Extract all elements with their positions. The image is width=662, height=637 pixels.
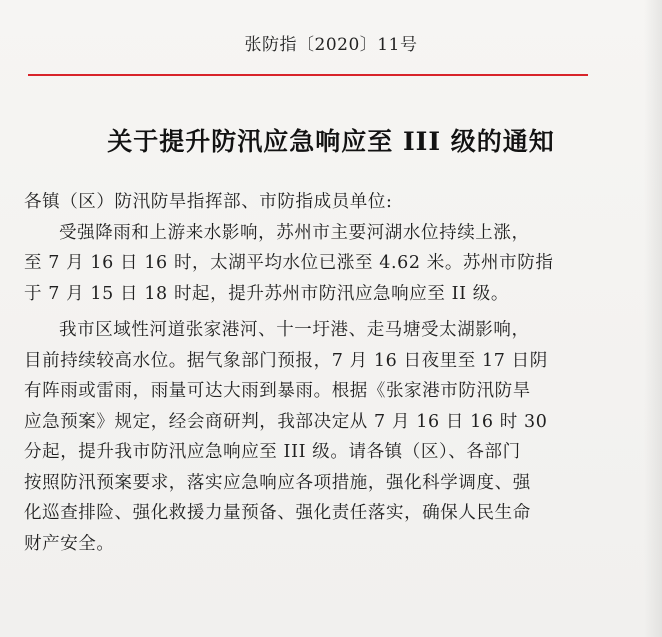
paragraph-2-line: 财产安全。	[24, 533, 115, 554]
paragraph-2-line: 有阵雨或雷雨，雨量可达大雨到暴雨。根据《张家港市防汛防旱	[24, 381, 531, 401]
paragraph-2-line: 化巡查排险、强化救援力量预备、强化责任落实，确保人民生命	[24, 503, 531, 523]
paragraph-2-line: 应急预案》规定，经会商研判，我部决定从 7 月 16 日 16 时 30	[24, 411, 548, 432]
salutation	[24, 187, 628, 218]
paragraph-2-line: 目前持续较高水位。据气象部门预报，7 月 16 日夜里至 17 日阴	[24, 350, 548, 371]
paragraph-2-line: 我市区域性河道张家港河、十一圩港、走马塘受太湖影响，	[59, 320, 530, 340]
page-edge-shadow	[644, 0, 662, 637]
paragraph-2	[24, 315, 628, 559]
paragraph-2-line: 按照防汛预案要求，落实应急响应各项措施，强化科学调度、强	[24, 472, 531, 493]
document-number: 张防指〔2020〕11号	[244, 35, 418, 55]
paragraph-1	[24, 218, 628, 310]
document-title: 关于提升防汛应急响应至 III 级的通知	[107, 127, 555, 156]
paragraph-2-line: 分起，提升我市防汛应急响应至 III 级。请各镇（区）、各部门	[24, 442, 521, 462]
document-body	[24, 187, 628, 559]
paragraph-1-line: 受强降雨和上游来水影响，苏州市主要河湖水位持续上涨，	[59, 222, 530, 243]
paragraph-1-line: 至 7 月 16 日 16 时，太湖平均水位已涨至 4.62 米。苏州市防指	[24, 253, 554, 273]
salutation-line: 各镇（区）防汛防旱指挥部、市防指成员单位:	[24, 192, 393, 212]
red-divider-line	[28, 74, 588, 76]
paragraph-1-line: 于 7 月 15 日 18 时起，提升苏州市防汛应急响应至 II 级。	[24, 283, 509, 304]
